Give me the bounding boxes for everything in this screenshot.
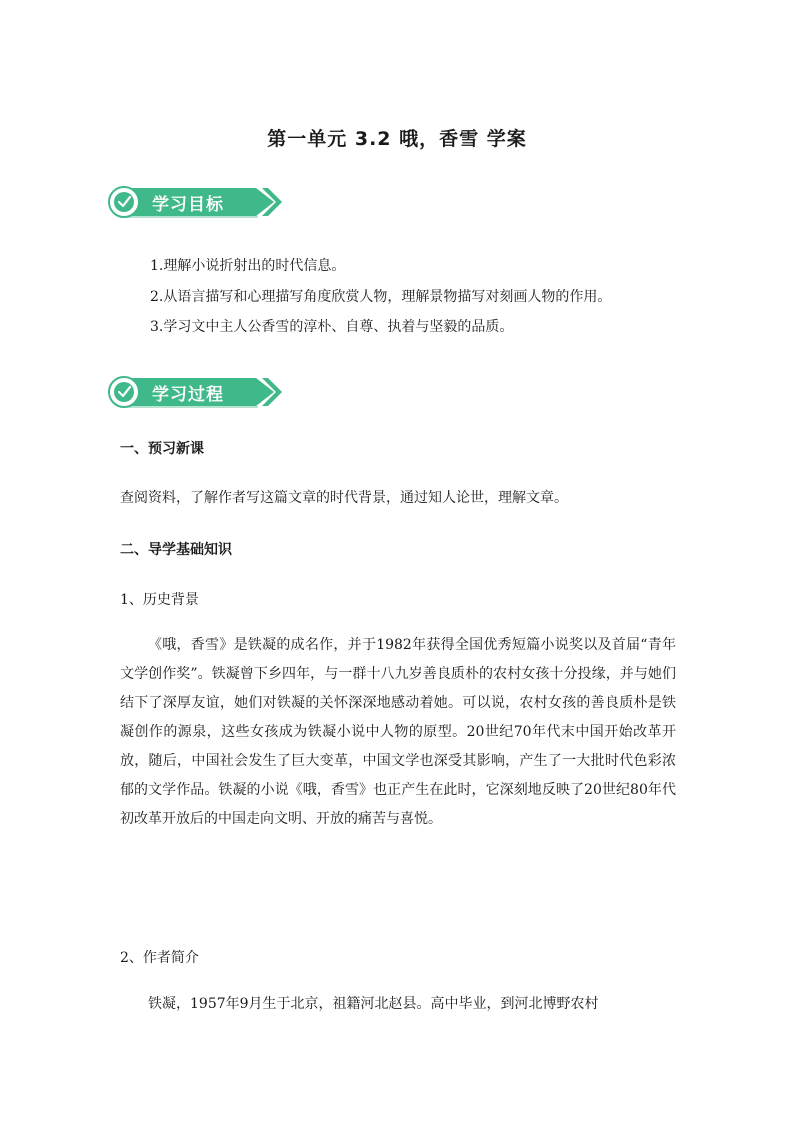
page-title: 第一单元 3.2 哦，香雪 学案 bbox=[267, 128, 527, 150]
banner-process-label: 学习过程 bbox=[152, 385, 224, 405]
paragraph-author: 铁凝，1957年9月生于北京，祖籍河北赵县。高中毕业，到河北博野农村 bbox=[148, 996, 599, 1012]
paragraph-history: 《哦，香雪》是铁凝的成名作，并于1982年获得全国优秀短篇小说奖以及首届“青年文学创作奖”。铁凝曾下乡四年，与一群十八九岁善良质朴的农村女孩十分投缘，并与她们结下了深厚友谊，她们对铁凝的关怀深深地感动着她。可以说，农村女孩的善良质朴是铁凝创作的源泉，这些女孩成为铁凝小说中人物的原型。20世纪70年代末中国开始改革开放，随后，中国社会发生了巨大变革，中国文学也深受其影响，产生了一大批时代色彩浓郁的文学作品。铁凝的小说《哦，香雪》也正产生在此时，它深刻地反映了20世纪80年代初改革开放后的中国走向文明、开放的痛苦与喜悦。 bbox=[120, 637, 676, 827]
objective-item-1: 1.理解小说折射出的时代信息。 bbox=[150, 258, 346, 274]
subheading-author: 2、作者简介 bbox=[120, 950, 199, 966]
banner-objectives-label: 学习目标 bbox=[152, 195, 224, 215]
section-heading-preview: 一、预习新课 bbox=[120, 441, 204, 457]
section-heading-basics: 二、导学基础知识 bbox=[120, 542, 232, 558]
section-text-preview: 查阅资料，了解作者写这篇文章的时代背景，通过知人论世，理解文章。 bbox=[120, 490, 568, 506]
banner-process bbox=[106, 372, 286, 412]
objective-item-3: 3.学习文中主人公香雪的淳朴、自尊、执着与坚毅的品质。 bbox=[150, 319, 514, 335]
subheading-history: 1、历史背景 bbox=[120, 592, 199, 608]
banner-objectives bbox=[106, 182, 286, 222]
objective-item-2: 2.从语言描写和心理描写角度欣赏人物，理解景物描写对刻画人物的作用。 bbox=[150, 289, 612, 305]
